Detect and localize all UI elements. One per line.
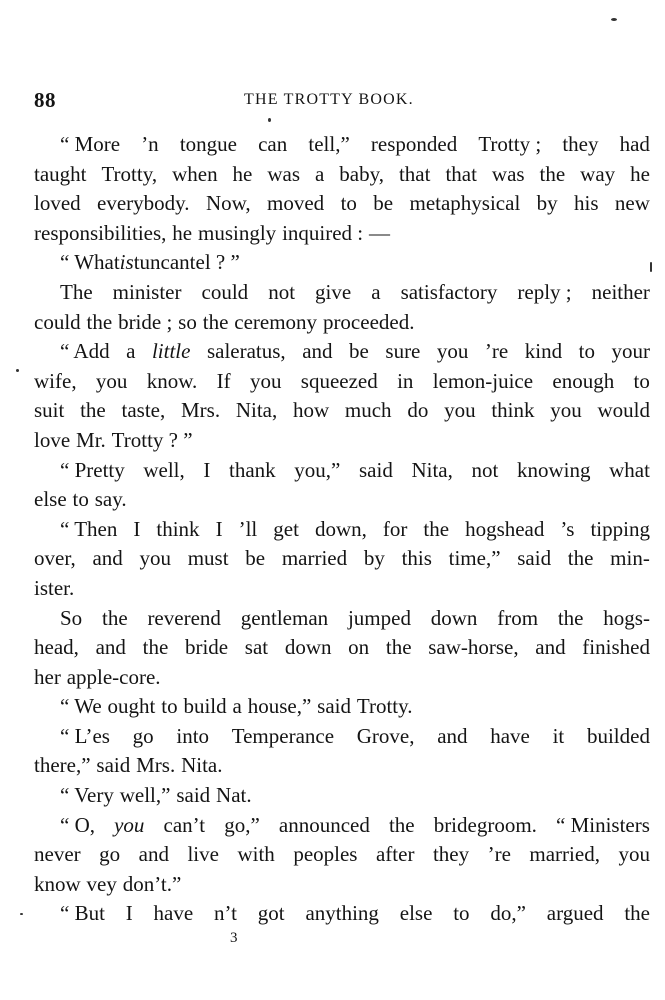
word: reply ; [517,279,572,304]
word: bride ; [118,309,173,334]
word: they [432,842,470,867]
word: way [580,161,616,186]
ink-speck [20,913,23,915]
word: ought [107,694,156,719]
word: love [34,427,71,452]
word: hogshead [465,516,545,541]
word: a [126,339,136,364]
word: said [96,753,131,778]
text-line [34,663,650,693]
word: ’s [560,516,575,541]
word: house,” [247,694,312,719]
text-line [34,130,650,160]
word: you [139,546,171,571]
word: finished [582,635,650,660]
word: Trotty. [356,694,413,719]
word: squeezed [300,368,378,393]
word: tipping [590,516,650,541]
word: don’t.” [122,871,182,896]
word: how [292,398,330,423]
word: was [267,161,301,186]
word: go [132,723,154,748]
word: do [407,398,429,423]
signature-mark: 3 [230,930,238,946]
text-line [34,160,650,190]
word: it [552,723,565,748]
word: announced [278,812,370,837]
word: to [578,339,595,364]
word: Grove, [356,723,415,748]
word: her [34,664,61,689]
word: the [101,605,128,630]
text-line [34,456,650,486]
word: when [172,161,218,186]
word: Temperance [231,723,335,748]
word: that [445,161,477,186]
word: said [176,783,211,808]
text-line [34,633,650,663]
word: Mrs. [180,398,221,423]
word: you [444,398,476,423]
word: Trotty ; [478,132,542,156]
word: a [232,694,242,719]
word: be [245,546,266,571]
word: for [382,516,408,541]
word: gentleman [240,605,329,630]
word: by [536,191,558,216]
word: little [151,339,191,364]
word: be [349,339,369,364]
word: “ But [60,901,105,926]
word: the [385,635,412,660]
word: moved [267,191,325,216]
word: a [371,279,381,304]
word: “ What [60,250,120,275]
text-line [34,899,650,929]
word: Nita, [411,457,453,482]
word: sure [385,339,421,364]
word: be [373,191,394,216]
word: they [562,132,599,156]
word: min- [610,546,650,571]
word: to [633,368,650,393]
word: the [567,546,594,571]
ink-speck [650,262,652,272]
word: ’ll [238,516,258,541]
word: married, [529,842,600,867]
word: everybody. [97,191,190,216]
word: head, [34,635,79,660]
word: in [397,368,414,393]
word: Trotty ? ” [111,427,193,452]
word: get [273,516,299,541]
word: got [257,901,285,926]
word: ’re [487,842,511,867]
word: go,” [224,812,260,837]
ink-speck [16,369,19,372]
word: said [517,546,552,571]
word: think [156,516,200,541]
word: not [471,457,499,482]
word: a [314,161,325,186]
word: baby, [339,161,384,186]
word: have [490,723,530,748]
word: his [574,191,599,216]
word: “ L’es [60,723,110,748]
word: The [60,279,93,304]
word: ’re [484,339,509,364]
word: he [630,161,650,186]
word: peoples [293,842,358,867]
word: jumped [347,605,411,630]
word: “ Ministers [556,812,650,837]
word: ’n [141,132,159,156]
word: said [359,457,393,482]
word: “ O, [60,812,95,837]
text-line [34,840,650,870]
text-line [34,751,650,781]
word: and [535,635,566,660]
word: said [317,694,351,719]
word: give [315,279,352,304]
word: well,” [119,783,171,808]
word: live [187,842,219,867]
word: and [92,546,123,571]
word: new [614,191,650,216]
word: taste, [121,398,166,423]
word: the [624,901,650,926]
word: musingly [198,220,277,245]
word: into [176,723,210,748]
word: taught [34,161,87,186]
word: I [215,516,223,541]
word: by [363,546,385,571]
word: and [138,842,169,867]
word: responded [370,132,458,156]
word: builded [586,723,650,748]
word: say. [94,487,127,512]
word: “ Then [60,516,118,541]
word: — [369,220,391,245]
word: neither [591,279,650,304]
word: If [216,368,231,393]
text-line [34,515,650,545]
word: loved [34,191,81,216]
word: and [437,723,468,748]
word: over, [34,546,76,571]
word: down, [314,516,367,541]
word: kind [524,339,563,364]
word: was [491,161,525,186]
word: he [232,161,253,186]
word: the [80,398,106,423]
word: there,” [34,753,91,778]
text-line [34,811,650,841]
word: bride [184,635,229,660]
word: proceeded. [322,309,415,334]
word: you [249,368,282,393]
word: this [401,546,432,571]
word: you [618,842,650,867]
text-line [34,781,650,811]
word: you [550,398,582,423]
word: Mr. [76,427,106,452]
book-title: THE TROTTY BOOK. [244,91,414,108]
word: the [86,309,113,334]
word: argued [546,901,604,926]
word: Mrs. [136,753,176,778]
word: “ More [60,132,121,156]
text-line [34,248,650,278]
word: wife, [34,368,77,393]
word: down [284,635,332,660]
word: saw-horse, [428,635,519,660]
word: inquired : [282,220,364,245]
word: satisfactory [400,279,498,304]
word: So [60,605,83,630]
word: vey [86,871,117,896]
word: lemon-juice [432,368,534,393]
word: not [268,279,296,304]
word: time,” [448,546,501,571]
word: down [430,605,478,630]
word: suit [34,398,65,423]
ink-speck [268,118,271,122]
word: minister [112,279,182,304]
word: thank [229,457,276,482]
word: that [398,161,431,186]
word: you [114,812,145,837]
word: build [183,694,227,719]
word: much [344,398,392,423]
word: so [178,309,197,334]
word: had [619,132,650,156]
word: on [348,635,370,660]
word: can [258,132,288,156]
word: hogs- [603,605,650,630]
word: the [142,635,169,660]
word: else [399,901,433,926]
word: and [302,339,333,364]
word: to [72,487,89,512]
word: I [125,901,133,926]
text-line [34,278,650,308]
text-line [34,367,650,397]
text-line [34,604,650,634]
word: to [161,694,178,719]
word: else [34,487,67,512]
word: well, [143,457,185,482]
word: you [436,339,469,364]
text-line [34,189,650,219]
word: I [203,457,211,482]
word: responsibilities, [34,220,167,245]
text-line [34,426,650,456]
text-line [34,692,650,722]
word: know [34,871,81,896]
word: knowing [516,457,591,482]
word: is [119,250,134,275]
word: “ We [60,694,102,719]
word: sat [244,635,269,660]
word: Nita, [235,398,278,423]
page-number: 88 [34,88,56,112]
word: never [34,842,81,867]
text-line [34,337,650,367]
text-line [34,396,650,426]
word: “ Very [60,783,114,808]
word: the [388,812,415,837]
word: have [153,901,194,926]
text-line [34,219,650,249]
word: to [453,901,470,926]
word: “ Pretty [60,457,125,482]
word: know. [146,368,198,393]
word: Nat. [216,783,252,808]
word: you,” [294,457,341,482]
word: can’t [163,812,206,837]
word: tell,” [308,132,350,156]
word: after [375,842,415,867]
word: saleratus, [206,339,286,364]
running-head [34,88,650,114]
word: bridegroom. [433,812,537,837]
ink-speck [611,18,617,21]
word: would [597,398,650,423]
word: from [497,605,539,630]
word: to [340,191,357,216]
word: the [423,516,450,541]
word: metaphysical [409,191,521,216]
word: married [281,546,348,571]
word: what [609,457,650,482]
word: tuncantel ? ” [133,250,240,275]
word: he [172,220,193,245]
text-line [34,544,650,574]
word: and [95,635,126,660]
word: could [34,309,81,334]
word: your [611,339,650,364]
body-text [34,130,650,929]
word: I [133,516,141,541]
word: Trotty, [101,161,158,186]
word: think [491,398,535,423]
word: Nita. [181,753,223,778]
word: “ Add [60,339,110,364]
word: Now, [205,191,251,216]
word: anything [305,901,379,926]
word: with [237,842,275,867]
word: tongue [179,132,237,156]
text-line [34,870,650,900]
word: reverend [147,605,221,630]
word: the [557,605,584,630]
word: must [187,546,229,571]
word: ceremony [234,309,318,334]
word: go [99,842,121,867]
word: apple-core. [66,664,161,689]
text-line [34,485,650,515]
word: the [202,309,229,334]
word: do,” [490,901,526,926]
text-line [34,722,650,752]
word: could [201,279,249,304]
text-line [34,308,650,338]
word: you [95,368,128,393]
word: ister. [34,575,75,600]
word: the [539,161,566,186]
word: enough [552,368,615,393]
text-line [34,574,650,604]
word: n’t [214,901,237,926]
